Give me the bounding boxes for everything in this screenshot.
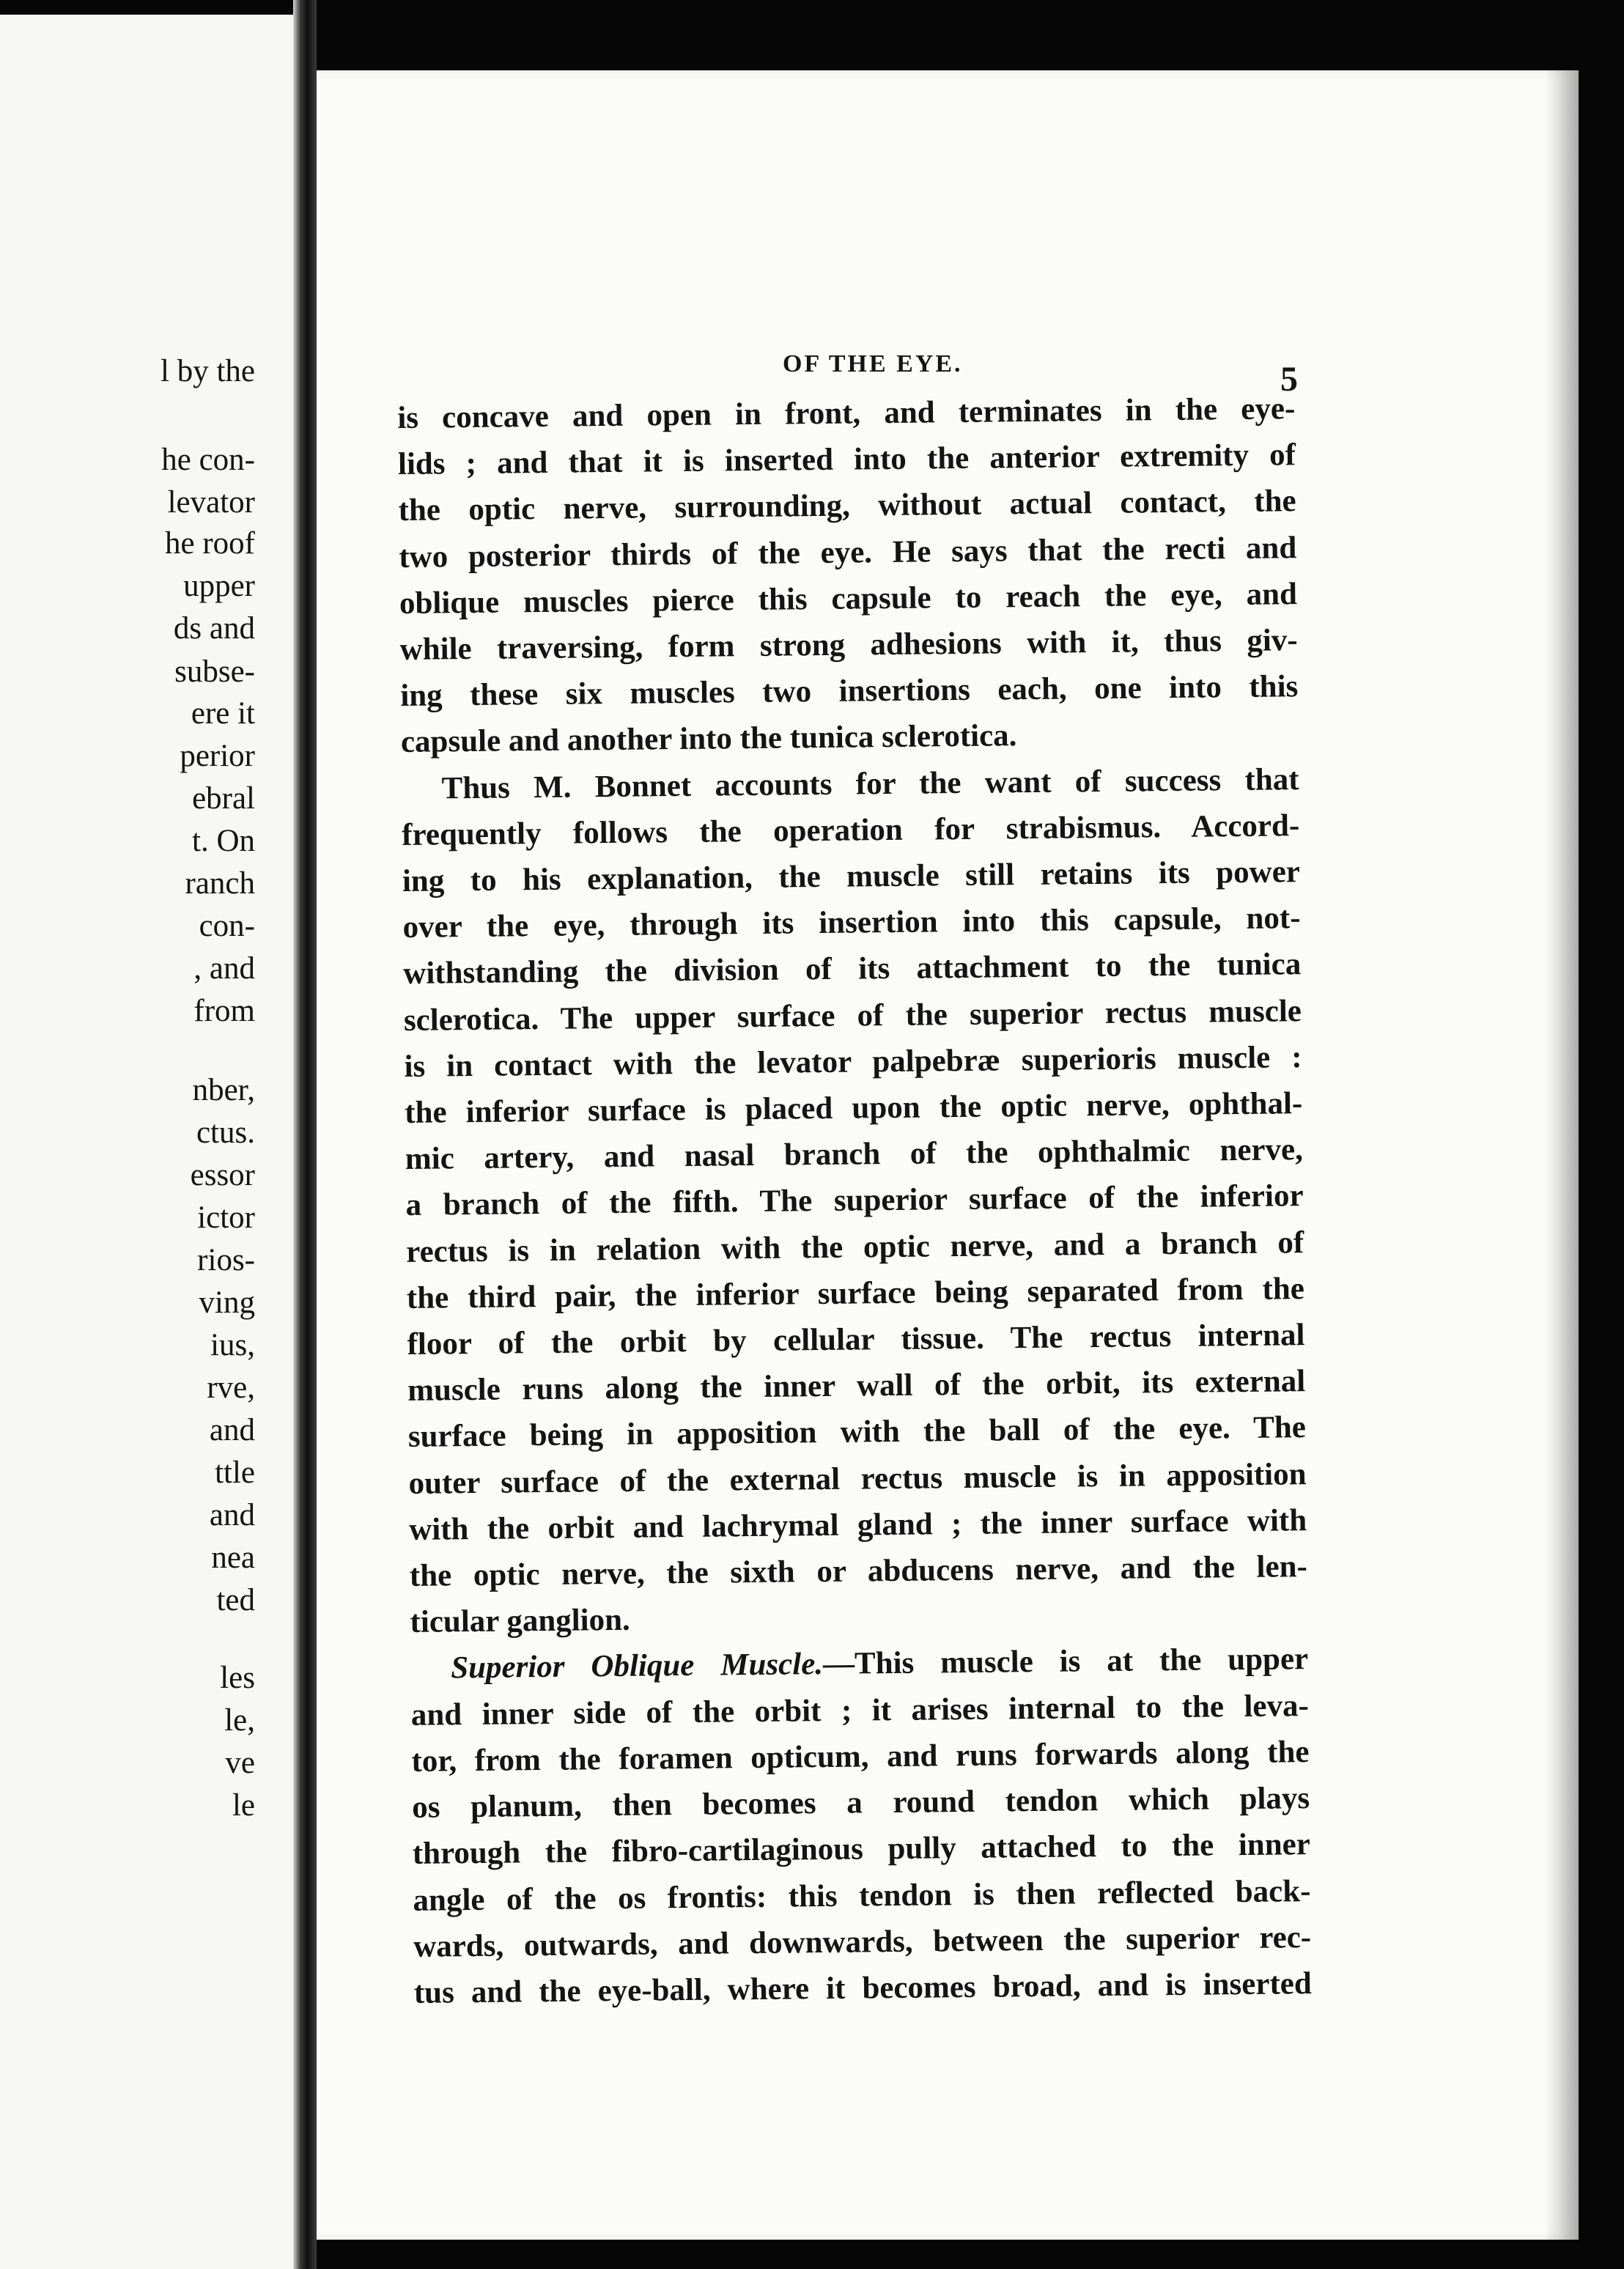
text-line: angle of the os frontis: this tendon is then reflected back- bbox=[413, 1873, 1311, 1918]
left-page-fragment: and bbox=[209, 1498, 255, 1532]
text-line: over the eye, through its insertion into this capsule, not- bbox=[402, 901, 1301, 945]
text-line: tor, from the foramen opticum, and runs forwards along the bbox=[411, 1734, 1310, 1779]
section-heading: Superior Oblique Muscle. bbox=[450, 1647, 824, 1686]
left-page-fragment: ranch bbox=[185, 866, 255, 901]
left-page-fragment: rve, bbox=[207, 1370, 255, 1405]
left-page-fragment: from bbox=[193, 994, 255, 1028]
text-line: rectus is in relation with the optic nerve, and a branch of bbox=[405, 1225, 1304, 1269]
text-line: with the orbit and lachrymal gland ; the inner surface with bbox=[408, 1502, 1307, 1547]
left-page-fragment: le bbox=[232, 1788, 255, 1823]
left-page-fragment: rios- bbox=[197, 1243, 255, 1277]
left-facing-page bbox=[0, 15, 293, 2269]
left-page-fragment: perior bbox=[180, 739, 255, 773]
text-line: tus and the eye-ball, where it becomes broad, and is inserted bbox=[413, 1966, 1313, 2010]
text-line: os planum, then becomes a round tendon which plays bbox=[411, 1781, 1310, 1825]
left-page-fragment: nea bbox=[211, 1541, 255, 1575]
text-line: ing to his explanation, the muscle still retains its power bbox=[402, 855, 1301, 899]
text-line: the third pair, the inferior surface being separated from the bbox=[406, 1271, 1305, 1316]
left-page-fragment: l by the bbox=[160, 354, 255, 388]
section-first-line-text: —This muscle is at the upper bbox=[822, 1642, 1309, 1682]
text-line: surface being in apposition with the ball of the eye. The bbox=[407, 1410, 1307, 1455]
text-line: lids ; and that it is inserted into the anterior extremity of bbox=[397, 438, 1296, 482]
left-page-fragment: le, bbox=[224, 1703, 255, 1738]
left-page-fragment: ve bbox=[225, 1746, 255, 1780]
page-edge-shadow bbox=[1545, 70, 1579, 2240]
left-page-fragment: con- bbox=[199, 909, 255, 943]
text-line: is in contact with the levator palpebræ superioris muscle : bbox=[404, 1039, 1302, 1084]
left-page-fragment: and bbox=[209, 1413, 255, 1447]
text-line: muscle runs along the inner wall of the orbit, its external bbox=[407, 1364, 1306, 1409]
text-line: wards, outwards, and downwards, between the superior rec- bbox=[413, 1919, 1312, 1964]
left-page-fragment: ds and bbox=[173, 611, 255, 646]
left-page-fragment: ius, bbox=[210, 1328, 255, 1362]
left-page-fragment: ctus. bbox=[196, 1115, 255, 1150]
text-line: floor of the orbit by cellular tissue. The rectus internal bbox=[407, 1318, 1305, 1362]
left-page-fragment: ebral bbox=[192, 781, 255, 816]
left-page-fragment: he roof bbox=[165, 526, 255, 561]
page-number: 5 bbox=[1280, 360, 1298, 399]
text-line: two posterior thirds of the eye. He says that the recti and bbox=[399, 530, 1297, 575]
left-page-fragment: upper bbox=[183, 569, 255, 603]
text-line: the inferior surface is placed upon the optic nerve, ophthal- bbox=[405, 1086, 1303, 1130]
text-line: ing these six muscles two insertions each, one into this bbox=[400, 669, 1299, 714]
text-line: while traversing, form strong adhesions with it, thus giv- bbox=[399, 623, 1298, 667]
left-page-fragment: t. On bbox=[192, 824, 255, 858]
right-page bbox=[317, 70, 1579, 2240]
text-line: outer surface of the external rectus muscle is in apposition bbox=[408, 1456, 1307, 1501]
left-page-fragment: ted bbox=[216, 1583, 255, 1617]
text-line: mic artery, and nasal branch of the ophthalmic nerve, bbox=[405, 1132, 1304, 1177]
text-line: a branch of the fifth. The superior surface of the inferior bbox=[405, 1178, 1304, 1223]
running-head: OF THE EYE. bbox=[783, 350, 963, 377]
text-line: the optic nerve, the sixth or abducens nerve, and the len- bbox=[409, 1549, 1308, 1593]
text-line: through the fibro-cartilaginous pully attached to the inner bbox=[412, 1827, 1311, 1872]
text-line: frequently follows the operation for strabismus. Accord- bbox=[402, 808, 1300, 852]
left-page-fragment: nber, bbox=[192, 1073, 255, 1107]
text-line: ticular ganglion. bbox=[410, 1603, 631, 1640]
left-page-fragment: subse- bbox=[174, 654, 255, 689]
text-line: the optic nerve, surrounding, without actual contact, the bbox=[398, 484, 1296, 528]
left-page-fragment: les bbox=[220, 1661, 255, 1695]
left-page-fragment: he con- bbox=[161, 443, 255, 477]
left-page-fragment: ving bbox=[199, 1285, 255, 1320]
left-page-fragment: essor bbox=[190, 1158, 255, 1192]
left-page-fragment: ttle bbox=[215, 1456, 255, 1490]
text-line: and inner side of the orbit ; it arises internal to the leva- bbox=[410, 1688, 1310, 1733]
book-gutter bbox=[293, 0, 317, 2269]
body-text bbox=[397, 385, 1312, 2016]
text-line: capsule and another into the tunica sclerotica. bbox=[400, 718, 1017, 760]
text-line: Thus M. Bonnet accounts for the want of success that bbox=[441, 761, 1299, 806]
text-line: withstanding the division of its attachment to the tunica bbox=[403, 947, 1302, 992]
text-line: oblique muscles pierce this capsule to reach the eye, and bbox=[399, 576, 1298, 621]
left-page-fragment: , and bbox=[193, 951, 255, 986]
text-line: sclerotica. The upper surface of the superior rectus muscle bbox=[403, 993, 1302, 1038]
left-page-fragment: levator bbox=[167, 485, 255, 520]
left-page-fragment: ere it bbox=[191, 696, 255, 731]
text-line: is concave and open in front, and terminates in the eye- bbox=[397, 391, 1296, 435]
left-page-fragment: ictor bbox=[197, 1200, 255, 1235]
